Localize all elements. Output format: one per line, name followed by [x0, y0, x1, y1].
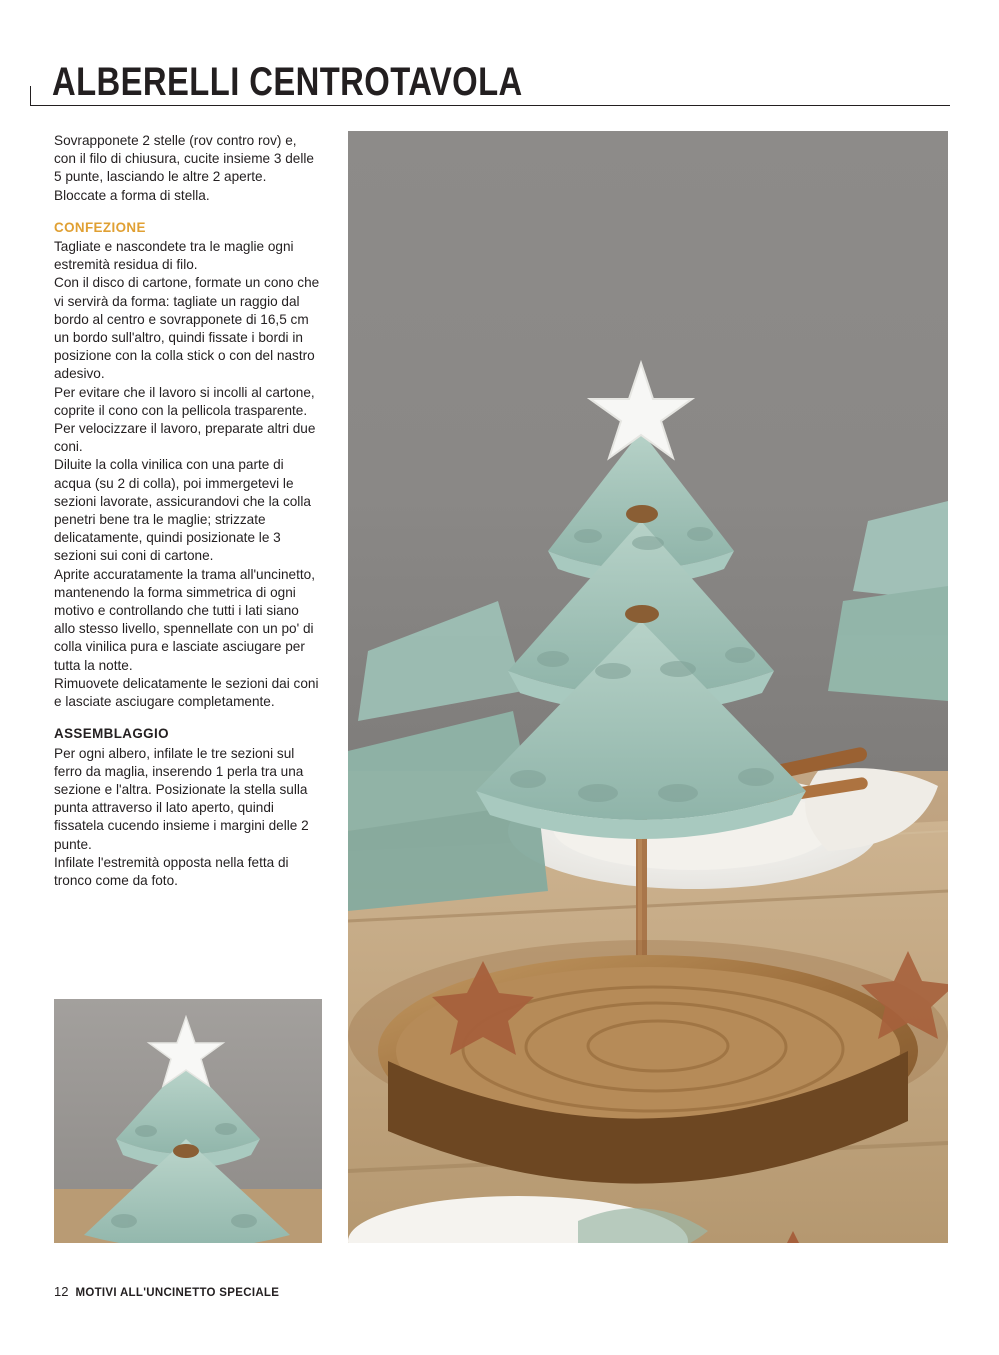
paragraph: Diluite la colla vinilica con una parte di acqua (su 2 di colla), poi immergetevi le sezioni lavorate, assicurandovi che la colla penetri bene tra le maglie; strizzate delicatamente, quindi posizionate le 3 sezioni sui coni di cartone.	[54, 457, 311, 564]
title-rule	[30, 105, 950, 106]
paragraph: Con il disco di cartone, formate un cono che vi servirà da forma: tagliate un raggio dal bordo al centro e sovrapponete di 16,5 cm un bordo sull'altro, quindi fissate i bordi in posizione con la colla stick o con del nastro adesivo.	[54, 275, 320, 382]
main-photo	[348, 131, 948, 1243]
paragraph: Aprite accuratamente la trama all'uncinetto, mantenendo la forma simmetrica di ogni motivo e controllando che tutti i lati siano allo stesso livello, spennellate con un po' di colla vinilica pura e lasciate asciugare per tutta la notte.	[54, 566, 316, 673]
page-title: ALBERELLI CENTROTAVOLA	[52, 60, 523, 104]
page-footer	[54, 1284, 279, 1299]
paragraph: Tagliate e nascondete tra le maglie ogni estremità residua di filo.	[54, 239, 294, 273]
footer-title: MOTIVI ALL'UNCINETTO SPECIALE	[75, 1287, 280, 1299]
intro-paragraph: Sovrapponete 2 stelle (rov contro rov) e, con il filo di chiusura, cucite insieme 3 delle 5 punte, lasciando le altre 2 aperte. Bloccate a forma di stella.	[54, 133, 314, 203]
inset-photo	[54, 999, 322, 1243]
main-photo-illustration	[348, 131, 948, 1243]
folio-number: 12	[54, 1284, 69, 1299]
title-rule-tick	[30, 86, 31, 106]
paragraph: Rimuovete delicatamente le sezioni dai coni e lasciate asciugare completamente.	[54, 675, 319, 710]
inset-photo-illustration	[54, 999, 322, 1243]
page-title-block	[52, 62, 952, 102]
paragraph: Per evitare che il lavoro si incolli al cartone, coprite il cono con la pellicola trasparente. Per velocizzare il lavoro, preparate altri due coni.	[54, 384, 316, 455]
section-heading-confezione: CONFEZIONE	[54, 219, 146, 235]
section-heading-assemblaggio: ASSEMBLAGGIO	[54, 726, 169, 742]
paragraph: Per ogni albero, infilate le tre sezioni sul ferro da maglia, inserendo 1 perla tra una sezione e l'altra. Posizionate la stella sulla punta attraverso il lato aperto, quindi fissatela cucendo insieme i margini delle 2 punte.	[54, 745, 309, 852]
article-text-column	[54, 132, 322, 890]
paragraph: Infilate l'estremità opposta nella fetta di tronco come da foto.	[54, 854, 289, 888]
